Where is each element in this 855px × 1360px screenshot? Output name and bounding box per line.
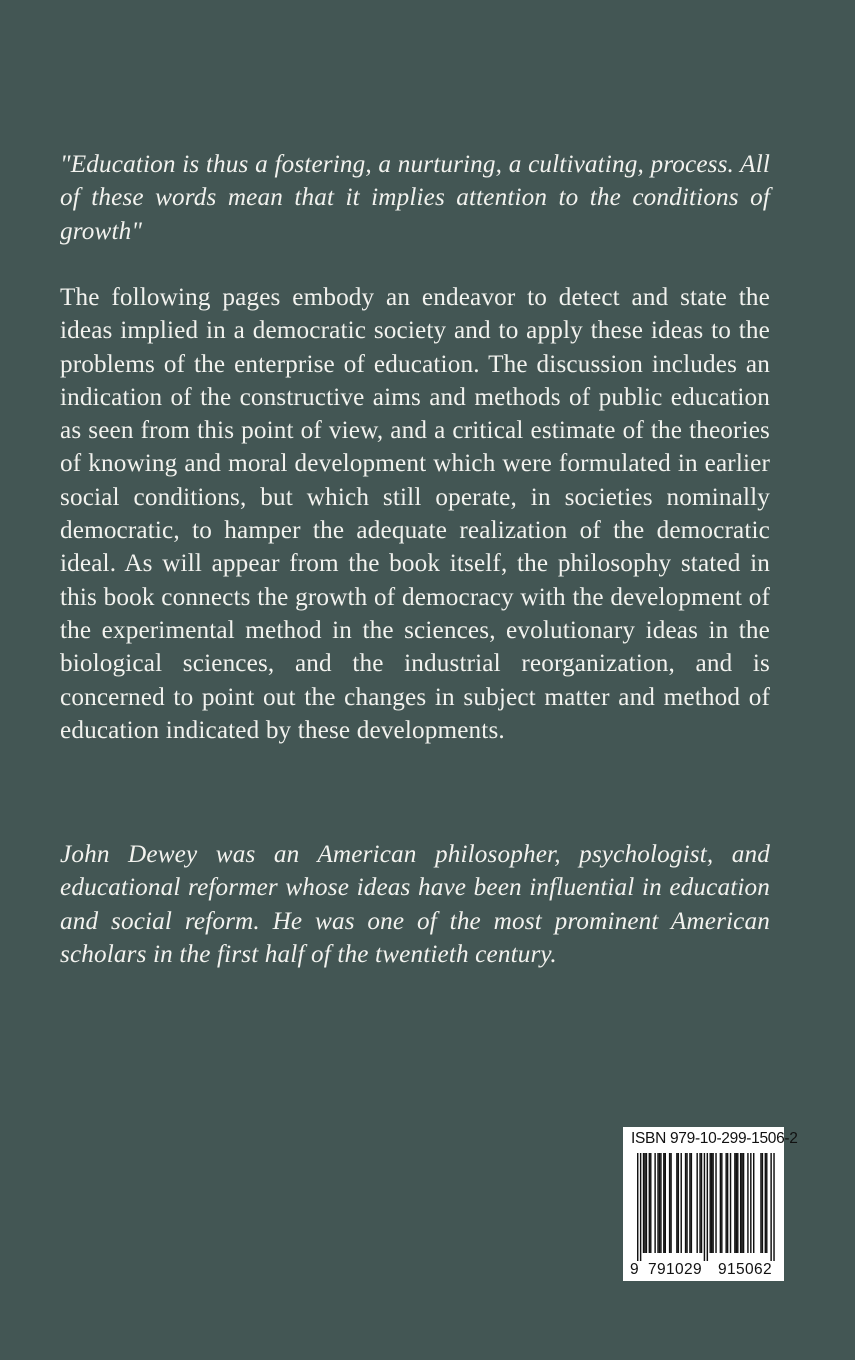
barcode-bar (721, 1153, 722, 1253)
ean-right-group: 915062 (717, 1261, 773, 1278)
barcode-bar (665, 1153, 666, 1253)
barcode-bar (637, 1153, 638, 1261)
ean-left-group: 791029 (647, 1261, 703, 1278)
ean-first-digit: 9 (630, 1261, 639, 1278)
barcode-bar (678, 1153, 679, 1253)
barcode-bar (740, 1153, 741, 1253)
barcode-bar (649, 1153, 650, 1253)
barcode-bar (720, 1153, 721, 1253)
barcode-bar (704, 1153, 705, 1261)
barcode-bar (660, 1153, 661, 1253)
barcode-bar (657, 1153, 658, 1253)
barcode-bar (654, 1153, 655, 1253)
barcode-bar (736, 1153, 737, 1253)
barcode-bar (676, 1153, 677, 1253)
barcode-bar (681, 1153, 682, 1253)
barcode-bar (750, 1153, 751, 1253)
barcode-bar (643, 1153, 644, 1253)
ean-digits (623, 1260, 784, 1280)
barcode-bar (770, 1153, 771, 1261)
barcode-bar (762, 1153, 763, 1253)
barcode-bar (741, 1153, 742, 1253)
epigraph-quote: "Education is thus a fostering, a nurturing, a cultivating, process. All of these words mean that it implies attention to the conditions of growth" (60, 151, 770, 245)
barcode-bar (686, 1153, 687, 1253)
barcode-bar (734, 1153, 735, 1253)
barcode-bar (689, 1153, 690, 1253)
barcode-bar (730, 1153, 731, 1253)
barcode-icon (623, 1153, 784, 1261)
barcode-bar (669, 1153, 670, 1253)
barcode-bar (699, 1153, 700, 1253)
barcode-bar (707, 1153, 708, 1261)
barcode-bar (670, 1153, 671, 1253)
barcode-bar (701, 1153, 702, 1253)
barcode-bar (691, 1153, 692, 1253)
barcode-bar (737, 1153, 738, 1253)
barcode-bar (663, 1153, 664, 1253)
barcode-bar (743, 1153, 744, 1253)
barcode-bar (646, 1153, 647, 1253)
barcode-bar (650, 1153, 651, 1253)
barcode-bar (766, 1153, 767, 1253)
barcode-bar (727, 1153, 728, 1253)
barcode-bar (765, 1153, 766, 1253)
book-description: The following pages embody an endeavor to detect and state the ideas implied in a democratic society and to apply these ideas to the problems of the enterprise of education. The discussion includes an indication of the constructive aims and methods of public education as seen from this point of view, and a critical estimate of the theories of knowing and moral development which were formulated in earlier social conditions, but which still operate, in societies nominally democratic, to hamper the adequate realization of the democratic ideal. As will appear from the book itself, the philosophy stated in this book connects the growth of democracy with the development of the experimental method in the sciences, evolutionary ideas in the biological sciences, and the industrial reorganization, and is concerned to point out the changes in subject matter and method of education indicated by these developments. (60, 284, 770, 744)
barcode-bar (712, 1153, 713, 1253)
barcode-bar (659, 1153, 660, 1253)
barcode-bar (760, 1153, 761, 1253)
barcode-bar (685, 1153, 686, 1253)
isbn-barcode-box (623, 1127, 798, 1281)
isbn-label: ISBN 979-10-299-1506-2 (631, 1130, 798, 1147)
barcode-bar (725, 1153, 726, 1253)
barcode-bar (710, 1153, 711, 1253)
author-bio: John Dewey was an American philosopher, psychologist, and educational reformer whose ideas have been influential in education and social reform. He was one of the most prominent American scholars in the first half of the twentieth century. (60, 841, 770, 968)
barcode-bar (773, 1153, 774, 1261)
barcode-bar (747, 1153, 748, 1253)
barcode-bar (711, 1153, 712, 1253)
barcode-bar (640, 1153, 641, 1261)
barcode-bar (753, 1153, 754, 1253)
barcode-bar (715, 1153, 716, 1253)
barcode-bar (644, 1153, 645, 1253)
barcode-bar (696, 1153, 697, 1253)
